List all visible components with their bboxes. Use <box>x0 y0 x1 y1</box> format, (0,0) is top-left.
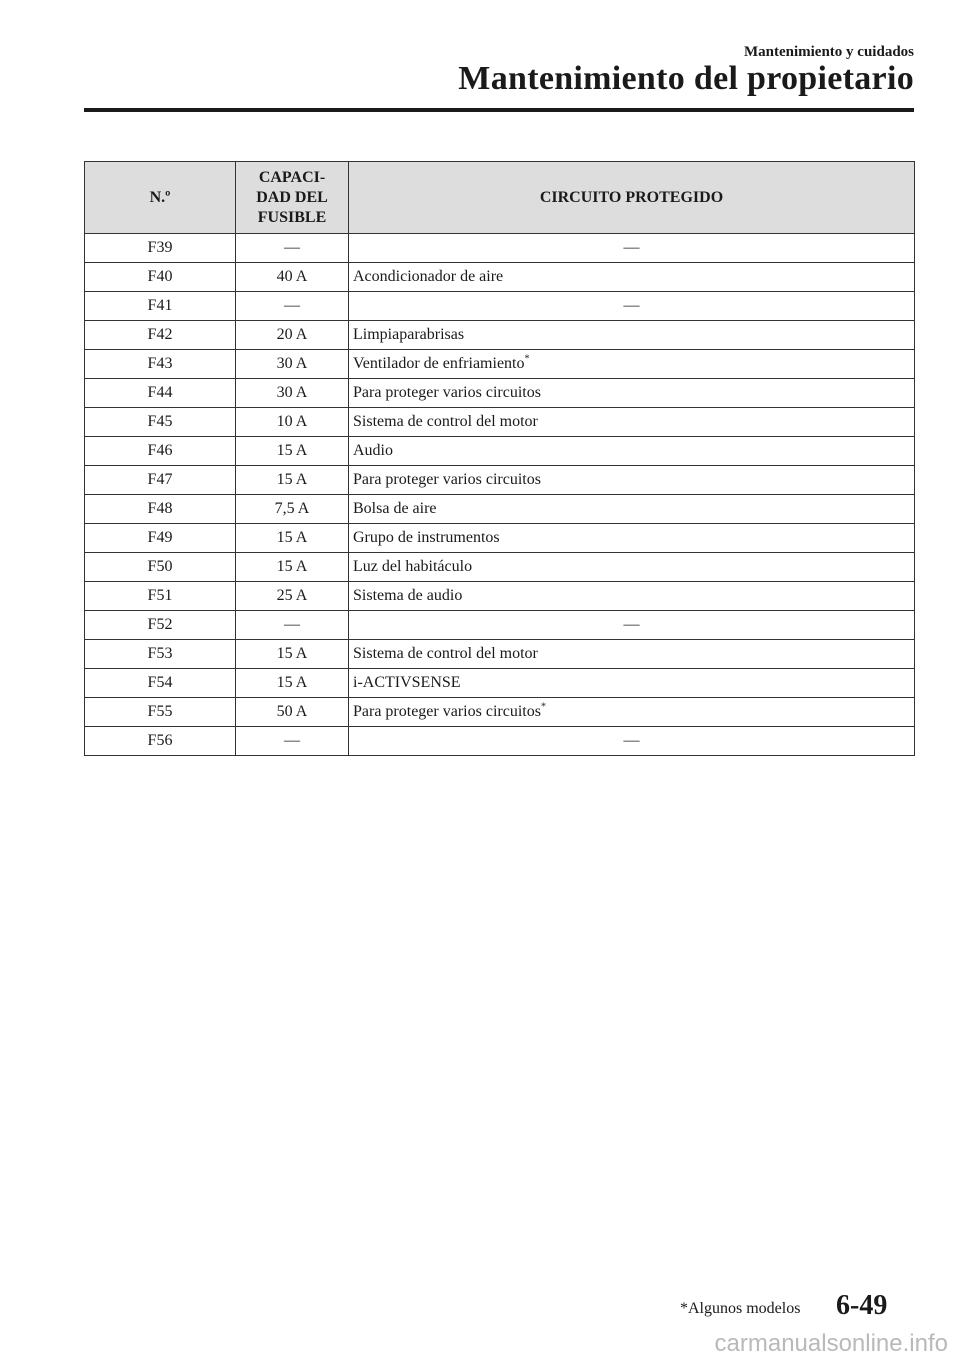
fuse-circuit-cell <box>349 466 915 495</box>
table-row <box>85 437 915 466</box>
fuse-capacity-cell: 15 A <box>236 640 349 669</box>
fuse-number-cell: F39 <box>85 234 236 263</box>
fuse-number-cell: F51 <box>85 582 236 611</box>
circuit-text: — <box>623 732 640 749</box>
circuit-text: i-ACTIVSENSE <box>353 674 461 691</box>
table-row <box>85 611 915 640</box>
header-number: N.º <box>85 162 236 234</box>
table-row <box>85 350 915 379</box>
asterisk-marker: * <box>524 353 530 365</box>
circuit-text: — <box>623 239 640 256</box>
page-title: Mantenimiento del propietario <box>458 60 914 97</box>
fuse-number-cell: F52 <box>85 611 236 640</box>
fuse-circuit-cell <box>349 669 915 698</box>
page-number: 6-49 <box>836 1290 888 1321</box>
fuse-circuit-cell <box>349 524 915 553</box>
header-capacity: CAPACI- DAD DEL FUSIBLE <box>236 162 349 234</box>
fuse-capacity-cell: 20 A <box>236 321 349 350</box>
fuse-capacity-cell: — <box>236 292 349 321</box>
table-row <box>85 379 915 408</box>
section-label: Mantenimiento y cuidados <box>743 44 914 60</box>
circuit-text: Para proteger varios circuitos <box>353 471 541 488</box>
fuse-number-cell: F56 <box>85 727 236 756</box>
circuit-text: Sistema de control del motor <box>353 645 538 662</box>
table-row <box>85 727 915 756</box>
fuse-capacity-cell: 15 A <box>236 524 349 553</box>
fuse-number-cell: F45 <box>85 408 236 437</box>
fuse-number-cell: F42 <box>85 321 236 350</box>
fuse-capacity-cell: 50 A <box>236 698 349 727</box>
fuse-number-cell: F48 <box>85 495 236 524</box>
circuit-text: Grupo de instrumentos <box>353 529 500 546</box>
fuse-capacity-cell: 15 A <box>236 437 349 466</box>
fuse-number-cell: F47 <box>85 466 236 495</box>
circuit-text: Acondicionador de aire <box>353 268 504 285</box>
fuse-number-cell: F40 <box>85 263 236 292</box>
fuse-number-cell: F54 <box>85 669 236 698</box>
circuit-text: Para proteger varios circuitos <box>353 384 541 401</box>
header-circuit: CIRCUITO PROTEGIDO <box>349 162 915 234</box>
circuit-text: Audio <box>353 442 393 459</box>
table-row <box>85 640 915 669</box>
circuit-text: — <box>623 297 640 314</box>
fuse-circuit-cell <box>349 582 915 611</box>
fuse-circuit-cell <box>349 408 915 437</box>
fuse-circuit-cell <box>349 727 915 756</box>
fuse-capacity-cell: 15 A <box>236 553 349 582</box>
fuse-number-cell: F50 <box>85 553 236 582</box>
fuse-number-cell: F41 <box>85 292 236 321</box>
fuse-number-cell: F46 <box>85 437 236 466</box>
fuse-circuit-cell <box>349 350 915 379</box>
table-row <box>85 669 915 698</box>
fuse-capacity-cell: 30 A <box>236 379 349 408</box>
circuit-text: Sistema de control del motor <box>353 413 538 430</box>
circuit-text: Limpiaparabrisas <box>353 326 465 343</box>
fuse-number-cell: F44 <box>85 379 236 408</box>
fuse-circuit-cell <box>349 640 915 669</box>
watermark: carmanualsonline.info <box>714 1330 948 1357</box>
fuse-capacity-cell: 10 A <box>236 408 349 437</box>
fuse-circuit-cell <box>349 263 915 292</box>
fuse-circuit-cell <box>349 234 915 263</box>
table-row <box>85 553 915 582</box>
fuse-circuit-cell <box>349 698 915 727</box>
fuse-circuit-cell <box>349 437 915 466</box>
table-row <box>85 263 915 292</box>
fuse-circuit-cell <box>349 495 915 524</box>
circuit-text: — <box>623 616 640 633</box>
fuse-capacity-cell: — <box>236 727 349 756</box>
table-row <box>85 582 915 611</box>
fuse-circuit-cell <box>349 611 915 640</box>
fuse-circuit-cell <box>349 379 915 408</box>
circuit-text: Bolsa de aire <box>353 500 437 517</box>
fuse-capacity-cell: 15 A <box>236 669 349 698</box>
fuse-number-cell: F43 <box>85 350 236 379</box>
fuse-table <box>84 161 915 756</box>
table-row <box>85 292 915 321</box>
fuse-number-cell: F55 <box>85 698 236 727</box>
asterisk-marker: * <box>540 701 546 713</box>
circuit-text: Para proteger varios circuitos <box>353 703 541 720</box>
footnote: *Algunos modelos <box>680 1300 801 1317</box>
circuit-text: Sistema de audio <box>353 587 463 604</box>
circuit-text: Ventilador de enfriamiento <box>353 355 525 372</box>
fuse-capacity-cell: — <box>236 234 349 263</box>
fuse-circuit-cell <box>349 292 915 321</box>
fuse-capacity-cell: 7,5 A <box>236 495 349 524</box>
table-row <box>85 408 915 437</box>
table-row <box>85 698 915 727</box>
header-rule <box>84 108 914 112</box>
circuit-text: Luz del habitáculo <box>353 558 473 575</box>
table-row <box>85 466 915 495</box>
table-row <box>85 234 915 263</box>
table-body <box>85 234 915 756</box>
fuse-capacity-cell: 30 A <box>236 350 349 379</box>
table-row <box>85 321 915 350</box>
fuse-number-cell: F53 <box>85 640 236 669</box>
fuse-capacity-cell: 25 A <box>236 582 349 611</box>
fuse-circuit-cell <box>349 553 915 582</box>
fuse-number-cell: F49 <box>85 524 236 553</box>
table-row <box>85 495 915 524</box>
fuse-capacity-cell: 15 A <box>236 466 349 495</box>
fuse-capacity-cell: 40 A <box>236 263 349 292</box>
fuse-capacity-cell: — <box>236 611 349 640</box>
fuse-circuit-cell <box>349 321 915 350</box>
table-row <box>85 524 915 553</box>
table-header-row <box>85 162 915 234</box>
